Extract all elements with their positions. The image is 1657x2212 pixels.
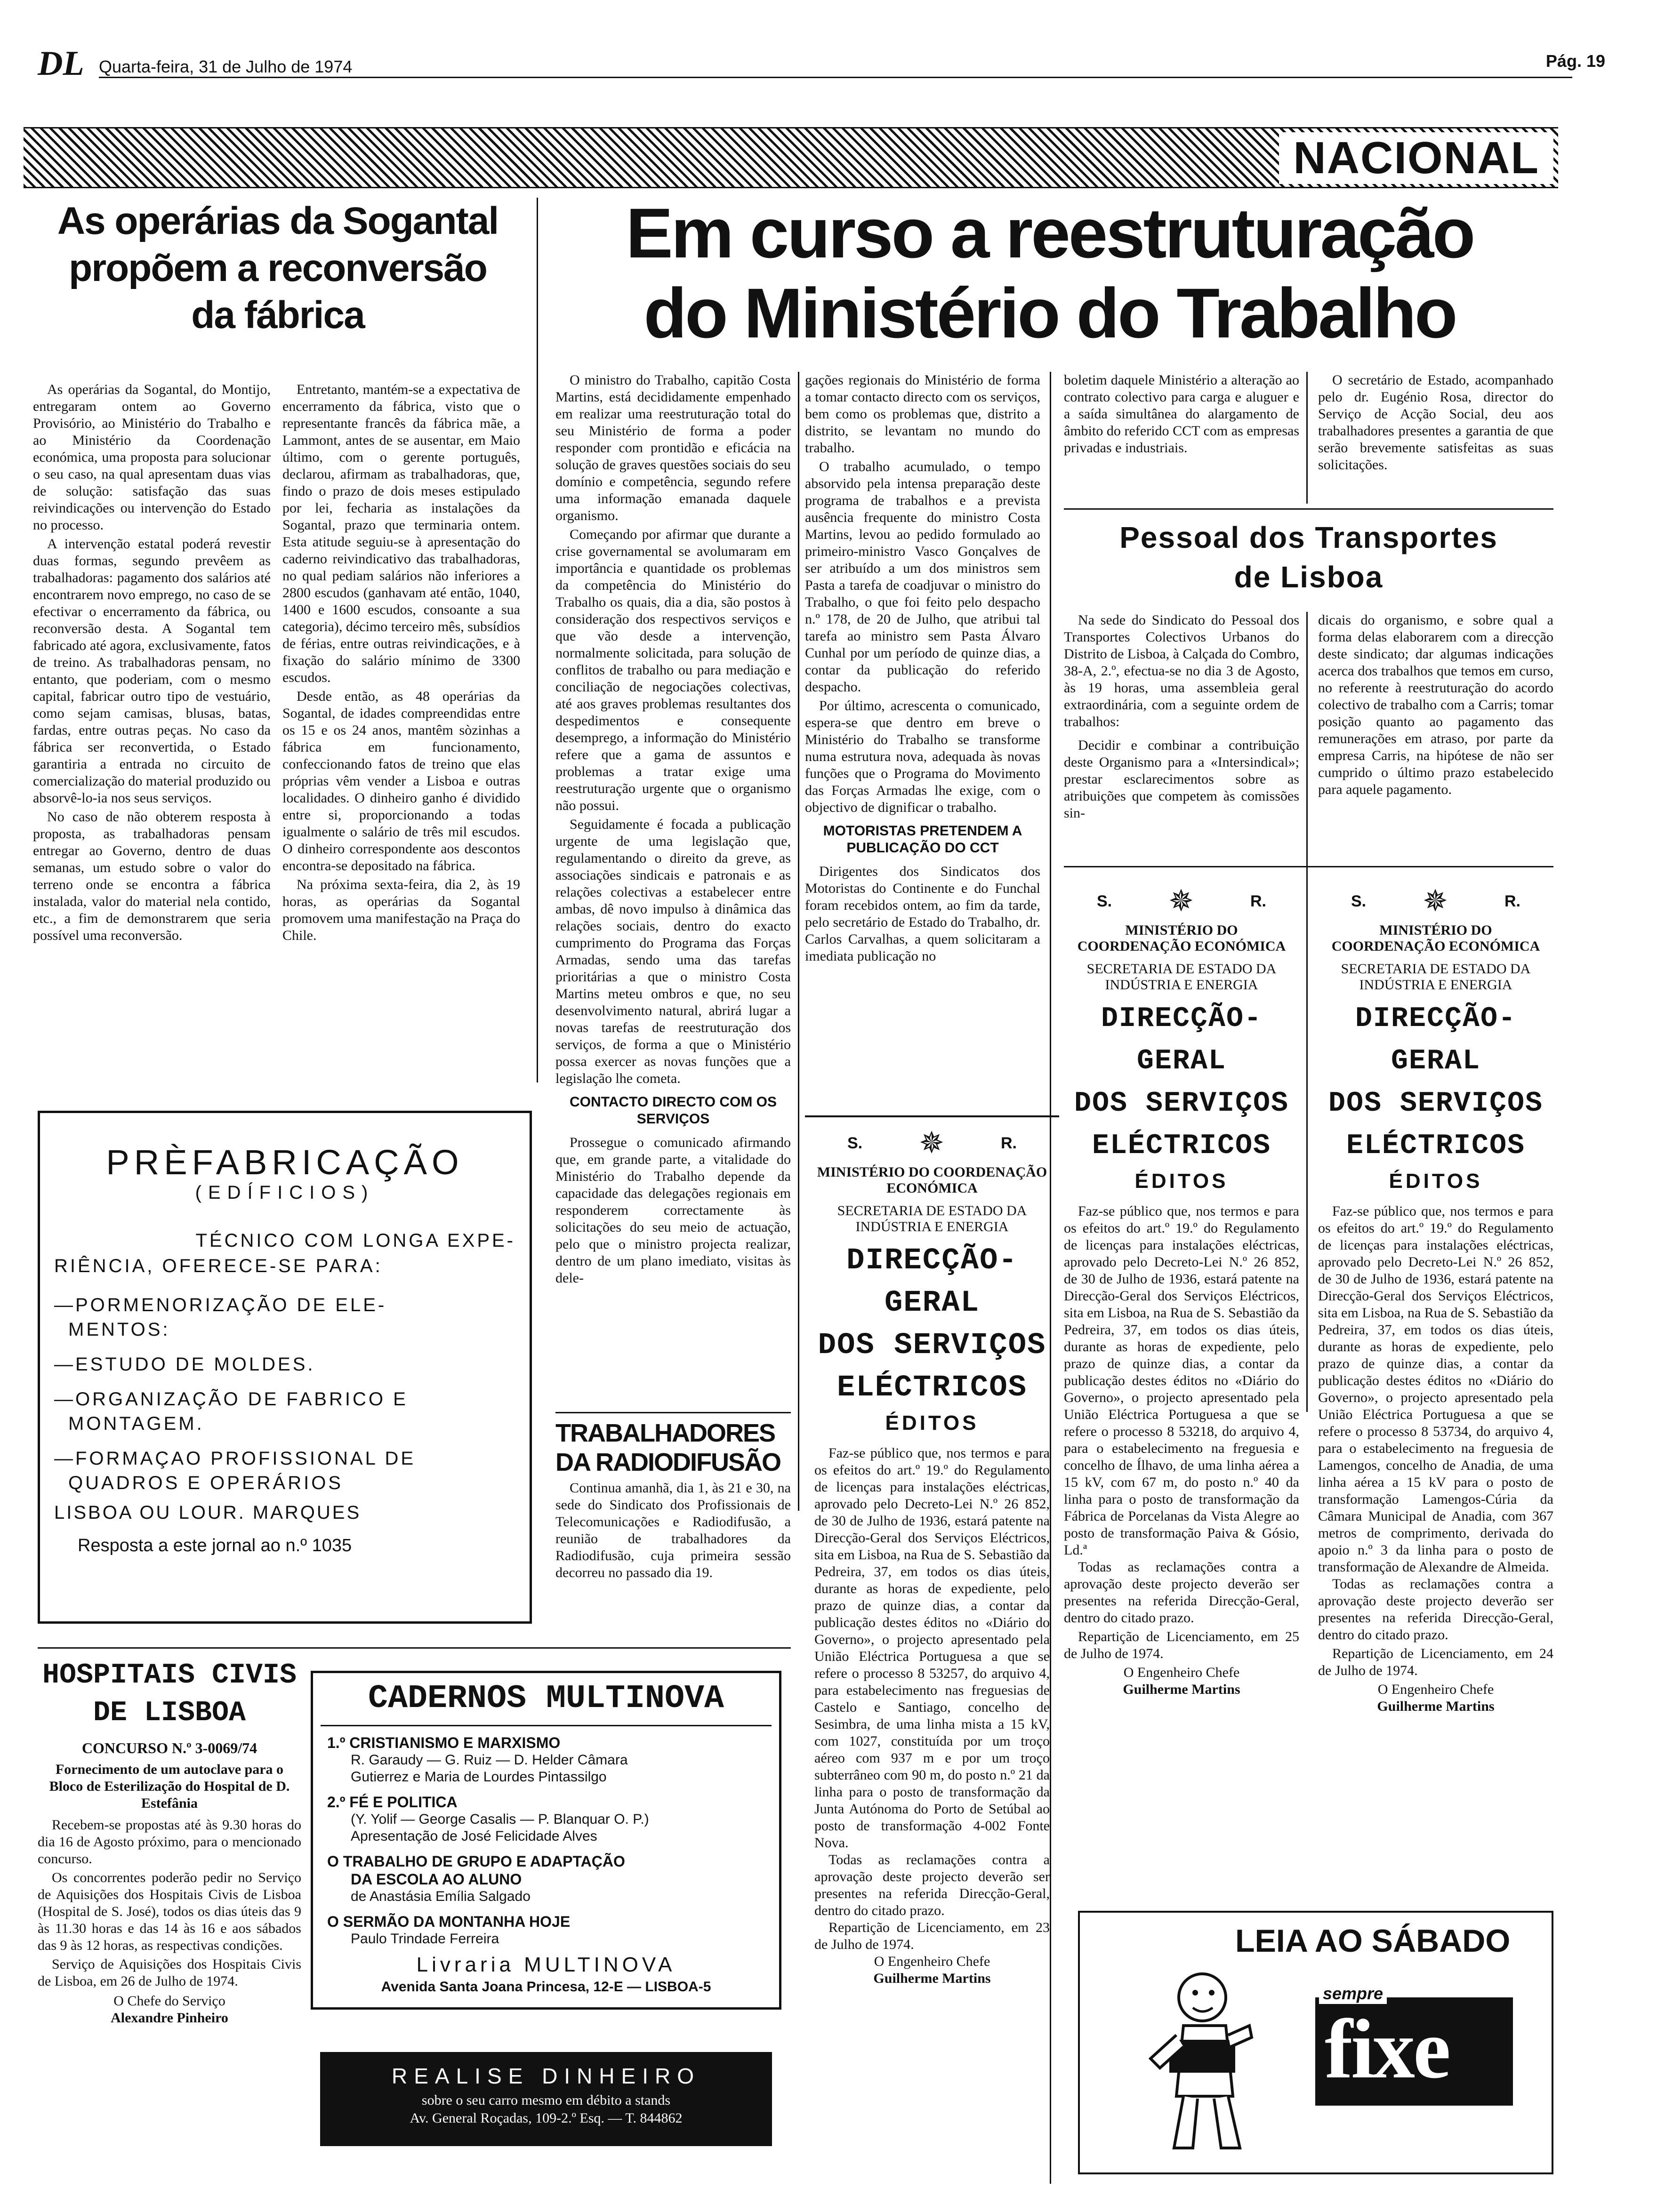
prefab-items (54, 1293, 515, 1495)
multinova-list (313, 1726, 779, 1948)
multinova-item-text: O TRABALHO DE GRUPO E ADAPTAÇÃO (327, 1853, 625, 1870)
hospitais-signer-role: O Chefe do Serviço (113, 1993, 225, 2009)
ad-prefabricacao (38, 1111, 532, 1624)
section-rule (1064, 866, 1553, 867)
multinova-item (327, 1734, 765, 1786)
multinova-item-authors: Apresentação de José Felicidade Alves (351, 1828, 597, 1844)
multinova-item-authors: R. Garaudy — G. Ruiz — D. Helder Câmara (351, 1752, 628, 1768)
edito-direccao-1: DIRECÇÃO-GERAL (846, 1244, 1018, 1320)
fixe-brand-name: fixe (1325, 2002, 1449, 2096)
paragraph: Repartição de Licenciamento, em 23 de Julho de 1974. (814, 1920, 1050, 1952)
edito-direccao-2: DOS SERVIÇOS (1074, 1088, 1289, 1120)
emblem-row (805, 1117, 1059, 1160)
prefab-item: —PORMENORIZAÇÃO DE ELE- (54, 1295, 387, 1315)
edito-direccao-3: ELÉCTRICOS (837, 1371, 1028, 1405)
edito-signer-role: O Engenheiro Chefe (874, 1954, 990, 1969)
section-label: NACIONAL (1279, 132, 1553, 184)
emblem-right: R. (1250, 892, 1266, 910)
paragraph: Faz-se público que, nos termos e para os efeitos do art.º 19.º do Regulamento de licenças para instalações eléctricas, aprovado pelo Decreto-Lei N.º 26 852, de 30 de Julho de 1936, estará patente na Direcção-Geral dos Serviços Eléctricos, sita em Lisboa, na Rua de S. Sebastião da Pedreira, 37, em todos os dias úteis, durante as horas de expediente, pelo prazo de quinze dias, a contar da publicação destes éditos no «Diário do Governo», o projecto apresentado pela União Eléctrica Portuguesa a que se refere o processo 8 53734, do arquivo 4, para o estabelecimento na freguesia de Lamengos, concelho de Anadia, de uma linha aérea a 15 kV para o posto de transformação Lamengos-Cúria da Câmara Municipal de Anadia, com 367 metros de comprimento, derivada do apoio n.º 3 da linha para o posto de transformação de Alexandre de Almeida. (1318, 1203, 1553, 1575)
multinova-item-title (327, 1734, 765, 1752)
multinova-item-authors: (Y. Yolif — George Casalis — P. Blanquar O. P.) (351, 1811, 649, 1827)
column-rule (1306, 612, 1308, 1412)
edito-signer: Guilherme Martins (1123, 1682, 1240, 1697)
edito-signer: Guilherme Martins (873, 1971, 991, 1986)
edito-ministry: MINISTÉRIO DO COORDENAÇÃO ECONÓMICA (1077, 922, 1286, 954)
article-radiodifusao (555, 1412, 791, 1628)
fixe-headline: LEIA AO SÁBADO (1235, 1923, 1511, 1959)
prefab-subtitle: (EDÍFICIOS) (195, 1182, 375, 1203)
paragraph: Faz-se público que, nos termos e para os efeitos do art.º 19.º do Regulamento de licenças para instalações eléctricas, aprovado pelo Decreto-Lei N.º 26 852, de 30 de Julho de 1936, estará patente na Direcção-Geral dos Serviços Eléctricos, sita em Lisboa, na Rua de S. Sebastião da Pedreira, 37, em todos os dias úteis, durante as horas de expediente, pelo prazo de quinze dias, a contar da publicação destes éditos no «Diário do Governo», o projecto apresentado pela União Eléctrica Portuguesa a que se refere o processo 8 53218, do arquivo 4, para o estabelecimento na freguesia e concelho de Ílhavo, de uma linha aérea a 15 kV, com 67 m, do posto n.º 40 da linha para o posto de transformação da Fábrica de Porcelanas da Vista Alegre ao posto de transformação Paiva & Gósio, Ld.ª (1064, 1203, 1299, 1558)
radio-title-2: DA RADIODIFUSÃO (555, 1448, 780, 1476)
ministerio-col-3 (1064, 372, 1299, 458)
edito-heading: ÉDITOS (1389, 1170, 1483, 1193)
edito-heading: ÉDITOS (885, 1411, 979, 1435)
hospitais-concurso: CONCURSO N.º 3-0069/74 (81, 1739, 257, 1756)
edito-2 (1064, 875, 1299, 1883)
edito-direccao-2: DOS SERVIÇOS (818, 1329, 1046, 1362)
hospitais-title-2: DE LISBOA (93, 1697, 246, 1729)
sogantal-title: As operárias da Sogantal propõem a reconversão da fábrica (57, 200, 499, 337)
paragraph: Seguidamente é focada a publicação urgente de uma legislação que, regulamentando o direito da greve, as associações sindicais e patronais e as relações colectivas a estabelecer entre ambas, dê novo impulso à dinâmica das relações sociais, dentro do exacto cumprimento do Programa das Forças Armadas, sendo uma das tarefas prioritárias a que o ministro Costa Martins meteu ombros e que, no seu desenvolvimento natural, abrirá lugar a novas tarefas de reestruturação dos serviços, de forma a que o Ministério possa exercer as novas funções que a legislação lhe cometa. (555, 817, 791, 1086)
paragraph: Na próxima sexta-feira, dia 2, às 19 horas, as operárias da Sogantal promovem uma manifestação na Praça do Chile. (282, 877, 520, 943)
paragraph: Todas as reclamações contra a aprovação deste projecto deverão ser presentes na referida Direcção-Geral, dentro do citado prazo. (1064, 1559, 1299, 1626)
multinova-item-authors: Paulo Trindade Ferreira (351, 1931, 499, 1947)
multinova-item-text: CRISTIANISMO E MARXISMO (349, 1734, 561, 1751)
multinova-item-num: 1.º (327, 1734, 346, 1751)
header-date: Quarta-feira, 31 de Julho de 1974 (99, 57, 353, 76)
ministerio-col-4 (1318, 372, 1553, 475)
hospitais-subject: Fornecimento de um autoclave para o Bloco de Esterilização do Hospital de D. Estefânia (49, 1762, 290, 1811)
fixe-brand-small: sempre (1319, 1983, 1387, 2004)
section-rule (1064, 508, 1553, 510)
header-rule (99, 77, 1572, 78)
edito-direccao-3: ELÉCTRICOS (1092, 1130, 1271, 1162)
edito-signer: Guilherme Martins (1377, 1699, 1495, 1714)
multinova-title: CADERNOS MULTINOVA (321, 1673, 772, 1726)
paragraph: gações regionais do Ministério de forma a tomar contacto directo com os serviços, bem como os problemas que, distrito a distrito, se levantam no mundo do trabalho. (805, 372, 1040, 456)
paragraph: A intervenção estatal poderá revestir duas formas, segundo prevêem as trabalhadoras: pagamento dos salários até encontrarem novo emprego, no caso de se efectivar o encerramento da fábrica, ou reconversão desta. A Sogantal tem fabricado até agora, exclusivamente, fatos de treino. As trabalhadoras pensam, no entanto, que poderiam, com o mesmo capital, fabricar outro tipo de vestuário, como sejam camisas, blusas, batas, fardas, entre outras peças. No caso da fábrica ser reconvertida, o Estado garantiria a entrada no circuito de comercialização do material produzido ou absorvê-lo-ia nos seus serviços. (33, 536, 271, 806)
edito-signer-role: O Engenheiro Chefe (1377, 1682, 1494, 1697)
paragraph: Começando por afirmar que durante a crise governamental se avolumaram em importância e quantidade os problemas da competência do Ministério do Trabalho os quais, dia a dia, são postos à consideração dos respectivos serviços e que vão desde a intervenção, normalmente solicitada, para solução de conflitos de trabalho ou para mediação e conciliação de negociações colectivas, até aos graves problemas resultantes dos despedimentos e consequente desemprego, a informação do Ministério refere que a gama de assuntos e problemas a tratar exige uma reestruturação urgente que o organismo não possui. (555, 527, 791, 813)
hospitais-signer: Alexandre Pinheiro (111, 2010, 228, 2026)
transportes-title-2: de Lisboa (1234, 560, 1384, 594)
prefab-line-1: TÉCNICO COM LONGA EXPE- (195, 1230, 515, 1251)
prefab-item: MONTAGEM. (68, 1413, 204, 1434)
paragraph: Entretanto, mantém-se a expectativa de encerramento da fábrica, visto que o representante francês da fábrica mãe, a Lammont, antes de se ausentar, em Maio último, com o gerente português, declarou, afirmam as trabalhadoras, que, findo o prazo de dois meses estipulado por lei, fecharia as instalações da Sogantal, prazo que terminaria ontem. Esta atitude seguiu-se à apresentação do caderno reivindicativo das trabalhadoras, no qual pediam salários não inferiores a 2800 escudos (ganhavam até então, 1040, 1400 e 1600 escudos, consoante a sua categoria), décimo terceiro mês, subsídios de férias, entre outras reivindicações, e à fixação do salário mínimo de 3300 escudos. (282, 382, 520, 685)
motoristas-heading: MOTORISTAS PRETENDEM A PUBLICAÇÃO DO CCT (823, 823, 1022, 856)
hospitais-title-1: HOSPITAIS CIVIS (42, 1659, 297, 1691)
emblem-left: S. (1097, 892, 1112, 910)
transportes-col-1 (1064, 612, 1299, 824)
prefab-item: —FORMAÇAO PROFISSIONAL DE (54, 1448, 416, 1469)
dinheiro-title: REALISE DINHEIRO (392, 2064, 700, 2088)
edito-3 (1318, 875, 1553, 1883)
prefab-item: MENTOS: (68, 1319, 170, 1340)
contacto-heading: CONTACTO DIRECTO COM OS SERVIÇOS (570, 1094, 777, 1127)
coat-of-arms-icon: ✵ (1423, 884, 1448, 918)
paragraph: Dirigentes dos Sindicatos dos Motoristas do Continente e do Funchal foram recebidos ontem, ao fim da tarde, pelo secretário de Estado do Trabalho, dr. Carlos Carvalhas, a quem solicitaram a imediata publicação no (805, 864, 1040, 964)
paragraph: Na sede do Sindicato do Pessoal dos Transportes Colectivos Urbanos do Distrito de Lisboa, à Calçada do Combro, 38-A, 2.º, efectua-se no dia 3 de Agosto, às 19 horas, uma assembleia geral extraordinária, com a seguinte ordem de trabalhos: (1064, 612, 1299, 729)
prefab-item: —ORGANIZAÇÃO DE FABRICO E (54, 1389, 408, 1410)
multinova-address: Avenida Santa Joana Princesa, 12-E — LISBOA-5 (381, 1979, 711, 1995)
fixe-brand (1315, 1984, 1513, 2106)
paragraph: Prossegue o comunicado afirmando que, em grande parte, a vitalidade do Ministério do Trabalho depende da capacidade das delegações regionais em responderem correctamente às solicitações do seu meio de actuação, pelo que o ministro projecta realizar, dentro de um plano imediato, visitas às dele- (555, 1135, 791, 1286)
paragraph: Repartição de Licenciamento, em 24 de Julho de 1974. (1318, 1646, 1553, 1678)
paragraph: Serviço de Aquisições dos Hospitais Civis de Lisboa, em 26 de Julho de 1974. (38, 1956, 301, 1989)
prefab-location: LISBOA OU LOUR. MARQUES (54, 1502, 362, 1523)
sogantal-col-2 (282, 381, 520, 946)
edito-direccao-2: DOS SERVIÇOS (1328, 1088, 1544, 1120)
multinova-item (327, 1913, 765, 1948)
ad-multinova (311, 1671, 781, 2010)
paragraph: O ministro do Trabalho, capitão Costa Martins, está decididamente empenhado em realizar uma reestruturação total do seu Ministério de forma a poder responder com prontidão e eficácia na solução de graves questões sociais do seu domínio e competência, segundo refere uma informação emanada daquele organismo. (555, 372, 791, 523)
paragraph: Repartição de Licenciamento, em 25 de Julho de 1974. (1064, 1629, 1299, 1661)
edito-secretaria: SECRETARIA DE ESTADO DA INDÚSTRIA E ENERGIA (1341, 961, 1531, 993)
edito-direccao-1: DIRECÇÃO-GERAL (1101, 1003, 1263, 1077)
emblem-left: S. (1351, 892, 1367, 910)
prefab-title: PRÈFABRICAÇÃO (106, 1143, 464, 1182)
ministerio-col-1 (555, 372, 791, 1407)
paragraph: Desde então, as 48 operárias da Sogantal, de idades compreendidas entre os 15 e os 24 anos, mantêm sòzinhas a fábrica em funcionamento, confeccionando fatos de treino que elas próprias vêm vender a Lisboa e outras localidades. O dinheiro ganho é dividido entre si, proporcionando a todas igualmente o salário de três mil escudos. O dinheiro correspondente aos descontos encontra-se depositado na fábrica. (282, 689, 520, 874)
edito-ministry: MINISTÉRIO DO COORDENAÇÃO ECONÓMICA (817, 1164, 1047, 1196)
paragraph: Faz-se público que, nos termos e para os efeitos do art.º 19.º do Regulamento de licenças para instalações eléctricas, aprovado pelo Decreto-Lei N.º 26 852, de 30 de Julho de 1936, estará patente na Direcção-Geral dos Serviços Eléctricos, sita em Lisboa, na Rua de S. Sebastião da Pedreira, 37, em todos os dias úteis, durante as horas de expediente, pelo prazo de quinze dias, a contar da publicação destes éditos no «Diário do Governo», o projecto apresentado pela União Eléctrica Portuguesa a que se refere o processo 8 53257, do arquivo 4, para estabelecimento nas freguesias de Castelo e Santiago, concelho de Sesimbra, de uma linha mista a 15 kV, com 1027, constituída por um troço aéreo com 937 m e por um troço subterrâneo com 90 m, do posto n.º 21 da linha para o posto de transformação da Junta Autónoma do Porto de Setúbal ao posto de transformação 4-002 Fonte Nova. (814, 1445, 1050, 1851)
multinova-item-authors: DA ESCOLA AO ALUNO (351, 1871, 522, 1888)
coat-of-arms-icon: ✵ (919, 1126, 944, 1160)
cartoon-figure-icon (1132, 1964, 1254, 2162)
paragraph: Todas as reclamações contra a aprovação deste projecto deverão ser presentes na referida Direcção-Geral, dentro do citado prazo. (814, 1852, 1050, 1918)
multinova-item-title (327, 1793, 765, 1811)
section-rule (555, 1412, 791, 1413)
ministerio-col-2 (805, 372, 1040, 1078)
edito-1 (805, 1115, 1059, 2184)
multinova-item-text: O SERMÃO DA MONTANHA HOJE (327, 1913, 571, 1930)
edito-direccao-3: ELÉCTRICOS (1346, 1130, 1526, 1162)
multinova-item-authors: de Anastásia Emília Salgado (351, 1889, 531, 1904)
edito-direccao-1: DIRECÇÃO-GERAL (1355, 1003, 1517, 1077)
multinova-item-text: FÉ E POLITICA (349, 1794, 458, 1811)
edito-signer-role: O Engenheiro Chefe (1123, 1665, 1240, 1680)
masthead (9, 45, 1638, 82)
emblem-right: R. (1504, 892, 1520, 910)
paragraph: No caso de não obterem resposta à proposta, as trabalhadoras pensam entregar ao Governo, dentro de duas semanas, um estudo sobre o valor do terreno onde se encontra a fábrica instalada, valor do material nela contido, etc., a fim de demonstrarem que seria possível uma reconversão. (33, 809, 271, 943)
dinheiro-line-1: sobre o seu carro mesmo em débito a stands (421, 2092, 671, 2108)
emblem-row (1064, 875, 1299, 918)
sogantal-col-1 (33, 381, 271, 946)
prefab-item: QUADROS E OPERÁRIOS (68, 1473, 343, 1493)
paragraph: boletim daquele Ministério a alteração ao contrato colectivo para carga e aluguer e a saída simultânea do alargamento de âmbito do referido CCT com as empresas privadas e industriais. (1064, 372, 1299, 456)
paragraph: O trabalho acumulado, o tempo absorvido pela intensa preparação deste programa de trabalhos e a prevista ausência frequente do ministro Costa Martins, levou ao pedido formulado ao primeiro-ministro Vasco Gonçalves de ser atribuído a um dos ministros sem Pasta a tarefa de coadjuvar o ministro do Trabalho, o que foi feito pelo despacho n.º 178, de 20 de Julho, que atribui tal tarefa ao ministro sem Pasta Álvaro Cunhal por um período de quinze dias, a contar da publicação do referido despacho. (805, 459, 1040, 695)
coat-of-arms-icon: ✵ (1168, 884, 1194, 918)
logo: DL (38, 44, 84, 83)
article-sogantal (33, 198, 523, 1082)
emblem-right: R. (1001, 1134, 1017, 1152)
multinova-item-authors: Gutierrez e Maria de Lourdes Pintassilgo (351, 1769, 607, 1785)
edito-ministry: MINISTÉRIO DO COORDENAÇÃO ECONÓMICA (1331, 922, 1540, 954)
dinheiro-line-2: Av. General Roçadas, 109-2.º Esq. — T. 844862 (410, 2110, 683, 2126)
prefab-item: —ESTUDO DE MOLDES. (54, 1354, 315, 1375)
column-rule (1306, 372, 1308, 504)
paragraph: Os concorrentes poderão pedir no Serviço de Aquisições dos Hospitais Civis de Lisboa (Hospital de S. José), todos os dias úteis das 9 às 11.30 horas e das 14 às 16 e aos sábados das 9 às 12 horas, as respectivas condições. (38, 1870, 301, 1953)
emblem-row (1318, 875, 1553, 918)
multinova-item (327, 1852, 765, 1905)
emblem-left: S. (847, 1134, 863, 1152)
transportes-title-1: Pessoal dos Transportes (1119, 521, 1498, 554)
transportes-col-2 (1318, 612, 1553, 800)
multinova-store: Livraria MULTINOVA (416, 1953, 676, 1976)
paragraph: Todas as reclamações contra a aprovação deste projecto deverão ser presentes na referida Direcção-Geral, dentro do citado prazo. (1318, 1576, 1553, 1643)
paragraph: dicais do organismo, e sobre qual a forma delas elaborarem com a direcção deste sindicato; dar algumas indicações acerca dos trabalhos que temos em curso, no referente à reestruturação do acordo colectivo de trabalho com a Carris; tomar posição quanto ao pagamento das remunerações em atraso, por parte da empresa Carris, na hipótese de não ser cumprido o último prazo estabelecido para aquele pagamento. (1318, 612, 1553, 797)
page-number: Pág. 19 (1545, 51, 1605, 71)
ministerio-title-1: Em curso a reestruturação (626, 193, 1474, 272)
ad-hospitais (38, 1657, 301, 2184)
section-rule (38, 1647, 791, 1649)
paragraph: Continua amanhã, dia 1, às 21 e 30, na sede do Sindicato dos Profissionais de Telecomunicações e Radiodifusão, a reunião de trabalhadores da Radiodifusão, cuja primeira sessão decorreu no passado dia 19. (555, 1480, 791, 1580)
radio-title-1: TRABALHADORES (555, 1419, 775, 1447)
paragraph: As operárias da Sogantal, do Montijo, entregaram ontem ao Governo Provisório, ao Ministério do Trabalho e ao Ministério da Coordenação económica, uma proposta para solucionar o seu caso, na qual apresentam duas vias de solução: satisfação das suas reivindicações ou intervenção do Estado no processo. (33, 382, 271, 533)
column-rule (798, 372, 799, 1511)
ad-fixe (1078, 1911, 1553, 2174)
edito-secretaria: SECRETARIA DE ESTADO DA INDÚSTRIA E ENERGIA (837, 1203, 1027, 1234)
article-transportes (1064, 518, 1553, 885)
prefab-line-2: RIÊNCIA, OFERECE-SE PARA: (54, 1256, 383, 1276)
edito-secretaria: SECRETARIA DE ESTADO DA INDÚSTRIA E ENERGIA (1086, 961, 1277, 993)
ad-dinheiro (320, 2052, 772, 2146)
edito-heading: ÉDITOS (1134, 1170, 1229, 1193)
column-rule (537, 198, 538, 1082)
paragraph: Por último, acrescenta o comunicado, espera-se que dentro em breve o Ministério do Trabalho se transforme numa estrutura nova, adequada às novas funções que o Programa do Movimento das Forças Armadas lhe exige, com o objectivo de dignificar o trabalho. (805, 698, 1040, 815)
paragraph: Decidir e combinar a contribuição deste Organismo para a «Intersindical»; prestar esclarecimentos sobre as atribuições que competem às comissões sin- (1064, 737, 1299, 821)
multinova-item-num: 2.º (327, 1794, 346, 1811)
multinova-item (327, 1793, 765, 1845)
paragraph: Recebem-se propostas até às 9.30 horas do dia 16 de Agosto próximo, para o mencionado concurso. (38, 1817, 301, 1867)
section-band (24, 127, 1558, 188)
paragraph: O secretário de Estado, acompanhado pelo dr. Eugénio Rosa, director do Serviço de Acção Social, deu aos trabalhadores presentes a garantia de que serão brevemente satisfeitas as suas solicitações. (1318, 372, 1553, 473)
prefab-reply: Resposta a este jornal ao n.º 1035 (78, 1536, 352, 1555)
ministerio-title-2: do Ministério do Trabalho (643, 273, 1456, 353)
